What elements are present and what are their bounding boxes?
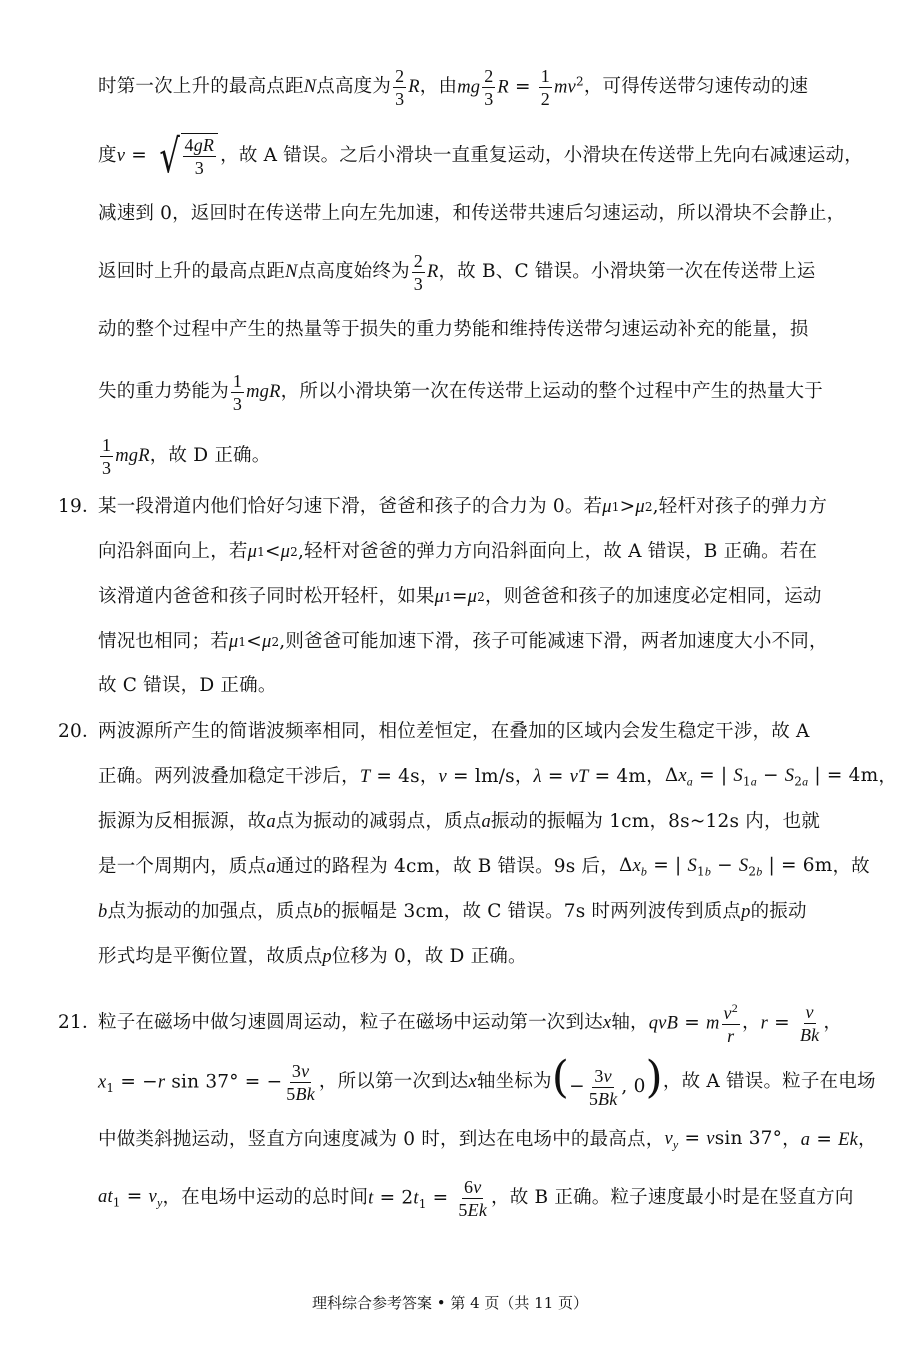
text: 通过的路程为 4cm，故 B 错误。9s 后， (275, 855, 619, 877)
p18-line1: 时第一次上升的最高点距 N 点高度为 $\frac{2}{3}$ R ，由 mg $\frac{2}{3}$ R = $\frac{1}{2}$ $mv^2$ ，可得传送带匀速传动的速 (98, 65, 809, 109)
p21-line4 (0, 1168, 900, 1228)
equation: $v_y = vsin$ 37° (664, 1127, 783, 1152)
equation: a = Ek (800, 1128, 859, 1150)
text: ,轻杆对爸爸的弹力方向沿斜面向上，故 A 错误，B 正确。若在 (298, 540, 818, 562)
text: 该滑道内爸爸和孩子同时松开轻杆，如果 (98, 585, 435, 607)
p20-line3: 振源为反相振源，故 a 点为振动的减弱点，质点 a 振动的振幅为 1cm，8s~12s 内，也就 (98, 810, 821, 832)
text: ,轻杆对孩子的弹力方 (652, 495, 828, 517)
text: ，由 (419, 75, 458, 97)
equation: $at_1 = v_y$ (98, 1185, 163, 1210)
p21-line2: $x_1 = -r$ sin 37° = − $\frac{3v}{5Bk}$ ，所以第一次到达 x 轴坐标为 (− $\frac{3v}{5Bk}$ , 0) ，故 A 错误。粒子在电场 (98, 1052, 876, 1109)
text: 振动的振幅为 1cm，8s~12s 内，也就 (490, 810, 821, 832)
equation: $t = 2t_1$ = $\frac{6v}{5Ek}$ (368, 1176, 488, 1220)
text: 位移为 0，故 D 正确。 (331, 945, 527, 967)
text: 是一个周期内，质点 (98, 855, 267, 877)
text: 轴， (611, 1011, 649, 1033)
equation: λ = vT = 4m (533, 765, 647, 787)
equation: r = $\frac{v}{Bk}$ (760, 1001, 820, 1045)
item-number: 19． (58, 495, 101, 517)
p20-line6: 形式均是平衡位置，故质点 p 位移为 0，故 D 正确。 (98, 945, 527, 967)
text: 点高度始终为 (297, 260, 410, 282)
page-footer: 理科综合参考答案 • 第 4 页（共 11 页） (311, 1294, 589, 1312)
text: 正确。两列波叠加稳定干涉后， (98, 765, 360, 787)
text: 两波源所产生的简谐波频率相同，相位差恒定，在叠加的区域内会发生稳定干涉，故 A (98, 720, 810, 742)
text: ,则爸爸可能加速下滑，孩子可能减速下滑，两者加速度大小不同， (279, 630, 828, 652)
text: ，故 A 错误。之后小滑块一直重复运动，小滑块在传送带上先向右减速运动， (220, 144, 863, 166)
p20-line2: 正确。两列波叠加稳定干涉后， T = 4s ， v = lm/s ， λ = vT = 4m ， $\Delta x_a$ = | $S_{1a} - S_{2a}$ | = 4m ， (98, 764, 898, 789)
p18-line7: $\frac{1}{3}$ mgR ，故 D 正确。 (102, 434, 271, 478)
text: ，所以第一次到达 (318, 1070, 469, 1092)
p18-line3 (0, 184, 900, 244)
p18-line6: 失的重力势能为 $\frac{1}{3}$ mgR ，所以小滑块第一次在传送带上运动的整个过程中产生的热量大于 (98, 370, 823, 414)
text: 返回时上升的最高点距 (98, 260, 286, 282)
text: ，故 B、C 错误。小滑块第一次在传送带上运 (438, 260, 816, 282)
text: 失的重力势能为 (98, 380, 229, 402)
equation: $x_1 = -r$ sin 37° = − $\frac{3v}{5Bk}$ (98, 1060, 315, 1104)
text: 某一段滑道内他们恰好匀速下滑，爸爸和孩子的合力为 0。若 (98, 495, 603, 517)
point-N: N (303, 76, 317, 97)
item-number: 20． (58, 720, 101, 742)
text: 点高度为 (316, 75, 392, 97)
p19-line3: 该滑道内爸爸和孩子同时松开轻杆，如果 μ 1 = μ 2 ，则爸爸和孩子的加速度必定相同，运动 (98, 585, 822, 607)
equation: qvB = m $\frac{v^2}{r}$ (648, 1000, 738, 1046)
p20-line4: 是一个周期内，质点 a 通过的路程为 4cm，故 B 错误。9s 后， $\Delta x_b$ = | $S_{1b} - S_{2b}$ | = 6m ，故 (98, 854, 870, 879)
text: 形式均是平衡位置，故质点 (98, 945, 323, 967)
p21-line1: 21． 粒子在磁场中做匀速圆周运动，粒子在磁场中运动第一次到达 x 轴， qvB = m $\frac{v^2}{r}$ ， r = $\frac{v}{Bk}$ ， (58, 1000, 843, 1046)
text: 时第一次上升的最高点距 (98, 75, 304, 97)
text: 度 (98, 144, 117, 166)
text: ，故 (832, 855, 870, 877)
p19-line2: 向沿斜面向上，若 μ 1 < μ 2 ,轻杆对爸爸的弹力方向沿斜面向上，故 A 错误，B 正确。若在 (98, 540, 818, 562)
text: 故 C 错误，D 正确。 (98, 674, 277, 696)
text: 点为振动的减弱点，质点 (275, 810, 482, 832)
text: ，故 D 正确。 (149, 444, 271, 466)
text: 点为振动的加强点，质点 (107, 900, 314, 922)
p21-line3: 中做类斜抛运动，竖直方向速度减为 0 时，到达在电场中的最高点， $v_y = vsin$ 37° ， a = Ek ， (98, 1127, 877, 1152)
text: ，可得传送带匀速传动的速 (583, 75, 809, 97)
text: 轴坐标为 (476, 1070, 552, 1092)
text: 情况也相同；若 (98, 630, 229, 652)
equation: $\Delta x_a$ = | $S_{1a} - S_{2a}$ | = 4m (664, 764, 879, 789)
text: ，在电场中运动的总时间 (162, 1186, 369, 1208)
fraction: $\frac{2}{3}$ (395, 65, 405, 109)
text: ，故 A 错误。粒子在电场 (662, 1070, 876, 1092)
equation: T = 4s (359, 765, 420, 787)
item-number: 21． (58, 1011, 101, 1033)
text: 振源为反相振源，故 (98, 810, 267, 832)
text: ，所以小滑块第一次在传送带上运动的整个过程中产生的热量大于 (280, 380, 823, 402)
text: ，则爸爸和孩子的加速度必定相同，运动 (485, 585, 822, 607)
text: 减速到 0，返回时在传送带上向左先加速，和传送带共速后匀速运动，所以滑块不会静止， (98, 202, 846, 224)
p19-line4: 情况也相同；若 μ 1 < μ 2 ,则爸爸可能加速下滑，孩子可能减速下滑，两者加速度大小不同， (98, 630, 828, 652)
text: 粒子在磁场中做匀速圆周运动，粒子在磁场中运动第一次到达 (98, 1011, 603, 1033)
equation: $\Delta x_b$ = | $S_{1b} - S_{2b}$ | = 6m (618, 854, 833, 879)
equation: mg $\frac{2}{3}$ R = $\frac{1}{2}$ $mv^2$ (457, 65, 584, 109)
p18-line4: 返回时上升的最高点距 N 点高度始终为 $\frac{2}{3}$ R ，故 B、C 错误。小滑块第一次在传送带上运 (98, 250, 816, 294)
coordinate: (− $\frac{3v}{5Bk}$ , 0) (551, 1052, 663, 1109)
text: ，故 B 正确。粒子速度最小时是在竖直方向 (491, 1186, 854, 1208)
text: 向沿斜面向上，若 (98, 540, 248, 562)
p19-line1: 19． 某一段滑道内他们恰好匀速下滑，爸爸和孩子的合力为 0。若 μ 1 > μ 2 ,轻杆对孩子的弹力方 (58, 495, 828, 517)
text: 中做类斜抛运动，竖直方向速度减为 0 时，到达在电场中的最高点， (98, 1128, 665, 1150)
p20-line5: b 点为振动的加强点，质点 b 的振幅是 3cm，故 C 错误。7s 时两列波传到质点 p 的振动 (98, 900, 807, 922)
equation: v = lm/s (438, 765, 515, 787)
text: 的振动 (750, 900, 807, 922)
p18-line2 (0, 126, 900, 186)
equation: v = √ $\frac{4gR}{3}$ (117, 133, 220, 179)
text: 的振幅是 3cm，故 C 错误。7s 时两列波传到质点 (322, 900, 742, 922)
p18-line5 (0, 300, 900, 360)
text: 动的整个过程中产生的热量等于损失的重力势能和维持传送带匀速运动补充的能量，损 (98, 318, 809, 340)
